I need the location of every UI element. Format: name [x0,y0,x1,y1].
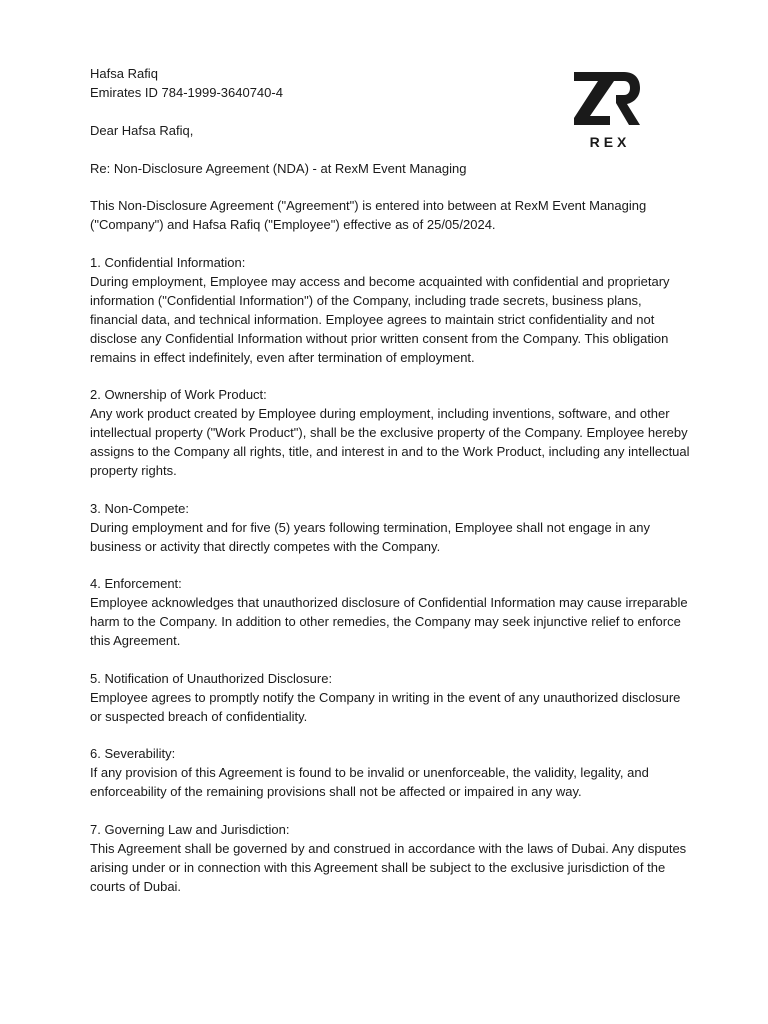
recipient-id: Emirates ID 784-1999-3640740-4 [90,84,283,100]
section-governing-law [90,821,690,897]
section-enforcement [90,575,690,651]
section-body: During employment, Employee may access and become acquainted with confidential and proprietary information ("Confidential Information") of the Company, including trade secrets, business plans, financial data, and technical information. Employee agrees to maintain strict confidentiality and not disclose any Confidential Information without prior written consent from the Company. This obligation remains in effect indefinitely, even after termination of employment. [90,273,670,365]
section-notification [90,670,690,727]
section-severability [90,745,690,802]
recipient-name: Hafsa Rafiq [90,66,158,81]
section-heading: 1. Confidential Information: [90,255,246,270]
greeting: Dear Hafsa Rafiq, [90,122,194,138]
section-body: Any work product created by Employee during employment, including inventions, software, and other intellectual property ("Work Product"), shall be the exclusive property of the Company. Employee hereby assigns to the Company all rights, title, and interest in and to the Work Product, including any intellectual property rights. [90,406,690,478]
logo-wordmark: REX [589,134,631,150]
section-body: During employment and for five (5) years following termination, Employee shall not engage in any business or activity that directly competes with the Company. [90,519,651,554]
intro-paragraph: This Non-Disclosure Agreement ("Agreement") is entered into between at RexM Event Managing ("Company") and Hafsa Rafiq ("Employee") effective as of 25/05/2024. [90,198,647,233]
section-heading: 6. Severability: [90,746,176,762]
section-heading: 4. Enforcement: [90,576,182,592]
section-heading: 2. Ownership of Work Product: [90,387,267,403]
section-confidential-information [90,254,690,367]
section-heading: 5. Notification of Unauthorized Disclosure: [90,670,333,686]
letter-body [90,65,690,916]
subject-line: Re: Non-Disclosure Agreement (NDA) - at RexM Event Managing [90,160,467,176]
section-body: Employee acknowledges that unauthorized disclosure of Confidential Information may cause irreparable harm to the Company. In addition to other remedies, the Company may seek injunctive relief to enforce this Agreement. [90,595,688,649]
section-ownership-of-work-product [90,386,690,481]
section-body: This Agreement shall be governed by and construed in accordance with the laws of Dubai. Any disputes arising under or in connection with this Agreement shall be subject to the exclusive jurisdiction of the courts of Dubai. [90,841,687,894]
section-body: If any provision of this Agreement is found to be invalid or unenforceable, the validity, legality, and enforceability of the remaining provisions shall not be affected or impaired in any way. [90,765,649,800]
section-heading: 3. Non-Compete: [90,500,189,516]
section-body: Employee agrees to promptly notify the Company in writing in the event of any unauthorized disclosure or suspected breach of confidentiality. [90,689,681,724]
section-heading: 7. Governing Law and Jurisdiction: [90,822,290,838]
section-non-compete [90,500,690,557]
